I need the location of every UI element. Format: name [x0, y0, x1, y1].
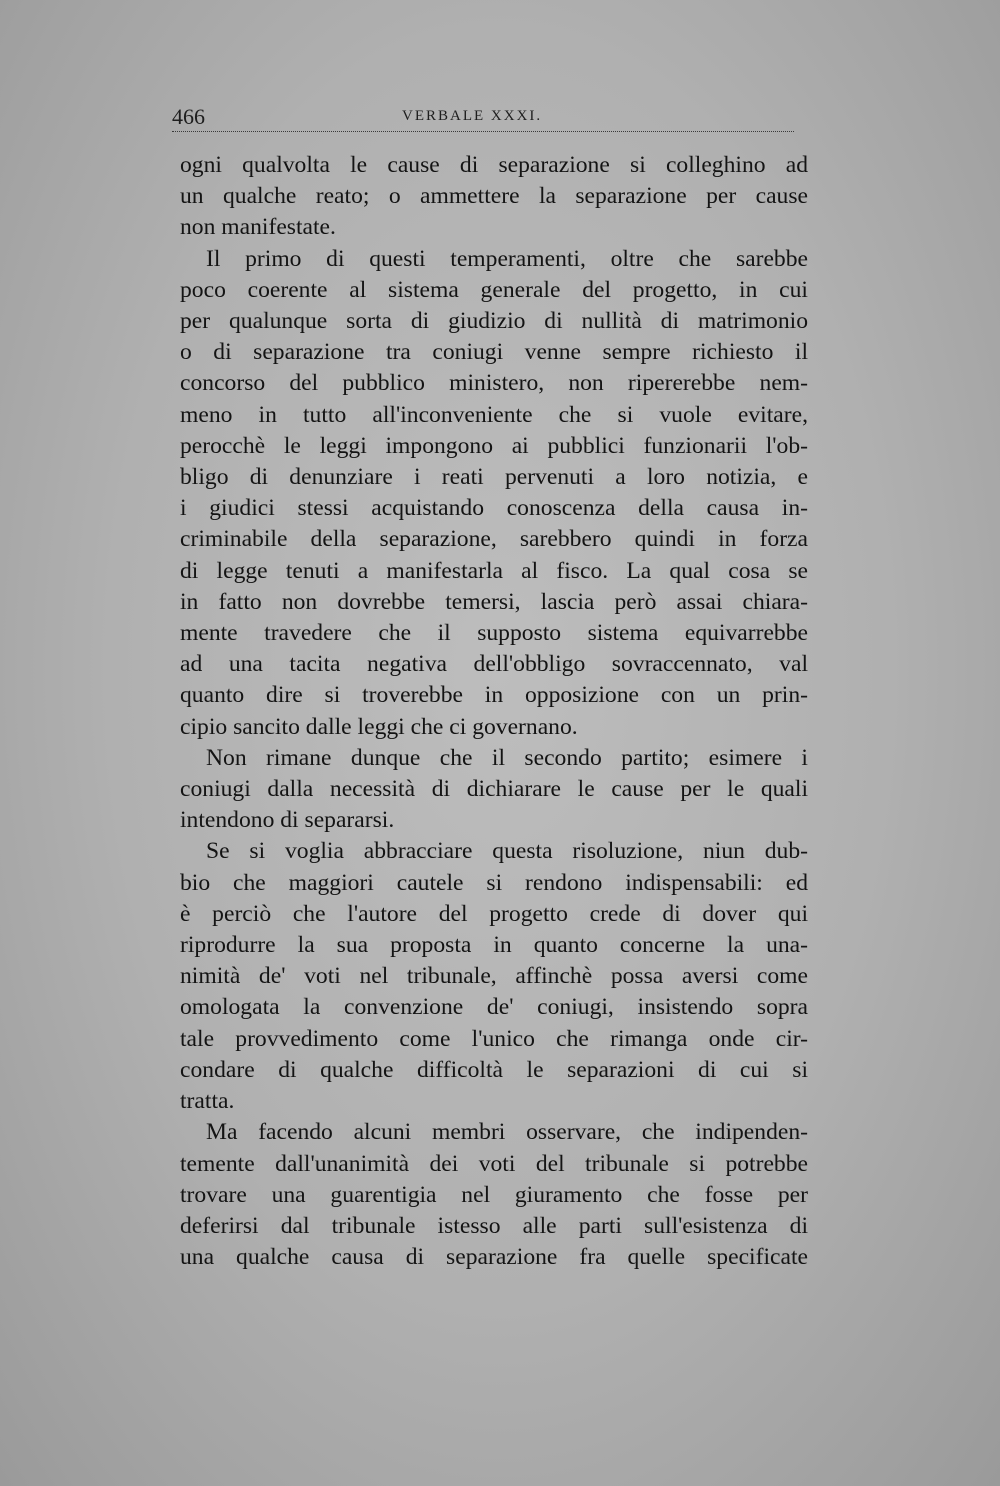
text-line: un qualche reato; o ammettere la separazione per cause [180, 183, 808, 210]
paragraph [180, 150, 808, 244]
text-line: di legge tenuti a manifestarla al fisco. La qual cosa se [180, 557, 808, 584]
text-line: riprodurre la sua proposta in quanto concerne la una- [180, 932, 808, 959]
text-line: Ma facendo alcuni membri osservare, che indipenden- [206, 1119, 808, 1146]
text-line: ogni qualvolta le cause di separazione si colleghino ad [180, 152, 808, 178]
text-line: Non rimane dunque che il secondo partito; esimere i [206, 744, 808, 771]
text-line: cipio sancito dalle leggi che ci governano. [180, 713, 578, 740]
text-line: intendono di separarsi. [180, 807, 395, 834]
header-rule [172, 131, 794, 132]
text-line: non manifestate. [180, 214, 336, 241]
text-line: perocchè le leggi impongono ai pubblici funzionarii l'ob- [180, 432, 808, 459]
text-line: i giudici stessi acquistando conoscenza della causa in- [180, 495, 808, 522]
text-line: coniugi dalla necessità di dichiarare le cause per le quali [180, 776, 808, 803]
text-line: meno in tutto all'inconveniente che si vuole evitare, [180, 401, 808, 428]
text-line: o di separazione tra coniugi venne sempre richiesto il [180, 339, 808, 366]
text-line: temente dall'unanimità dei voti del tribunale si potrebbe [180, 1150, 808, 1177]
text-line: una qualche causa di separazione fra quelle specificate [180, 1244, 808, 1271]
text-line: bligo di denunziare i reati pervenuti a loro notizia, e [180, 464, 808, 491]
body-text [180, 150, 808, 1273]
text-line: mente travedere che il supposto sistema equivarrebbe [180, 620, 808, 647]
page-number: 466 [172, 104, 205, 129]
text-line: deferirsi dal tribunale istesso alle parti sull'esistenza di [180, 1212, 808, 1239]
paragraph [180, 836, 808, 1117]
paragraph [180, 1117, 808, 1273]
text-line: poco coerente al sistema generale del progetto, in cui [180, 276, 808, 303]
text-line: tratta. [180, 1088, 235, 1115]
text-line: condare di qualche difficoltà le separazioni di cui si [180, 1056, 808, 1083]
text-line: nimità de' voti nel tribunale, affinchè possa aversi come [180, 963, 808, 990]
text-line: in fatto non dovrebbe temersi, lascia però assai chiara- [180, 588, 808, 615]
paragraph [180, 743, 808, 837]
text-line: ad una tacita negativa dell'obbligo sovraccennato, val [180, 651, 808, 678]
text-line: Il primo di questi temperamenti, oltre che sarebbe [206, 245, 808, 272]
text-line: bio che maggiori cautele si rendono indispensabili: ed [180, 869, 808, 896]
text-line: è perciò che l'autore del progetto crede di dover qui [180, 900, 808, 927]
text-line: omologata la convenzione de' coniugi, insistendo sopra [180, 994, 808, 1021]
page-header [172, 104, 794, 134]
paragraph [180, 244, 808, 743]
running-head: VERBALE XXXI. [402, 108, 543, 124]
text-line: tale provvedimento come l'unico che rimanga onde cir- [180, 1025, 808, 1052]
text-line: Se si voglia abbracciare questa risoluzione, niun dub- [206, 838, 808, 865]
text-line: trovare una guarentigia nel giuramento che fosse per [180, 1181, 808, 1208]
text-line: per qualunque sorta di giudizio di nullità di matrimonio [180, 308, 808, 335]
text-line: quanto dire si troverebbe in opposizione con un prin- [180, 682, 808, 709]
text-line: criminabile della separazione, sarebbero quindi in forza [180, 526, 808, 553]
text-line: concorso del pubblico ministero, non ripererebbe nem- [180, 370, 808, 397]
